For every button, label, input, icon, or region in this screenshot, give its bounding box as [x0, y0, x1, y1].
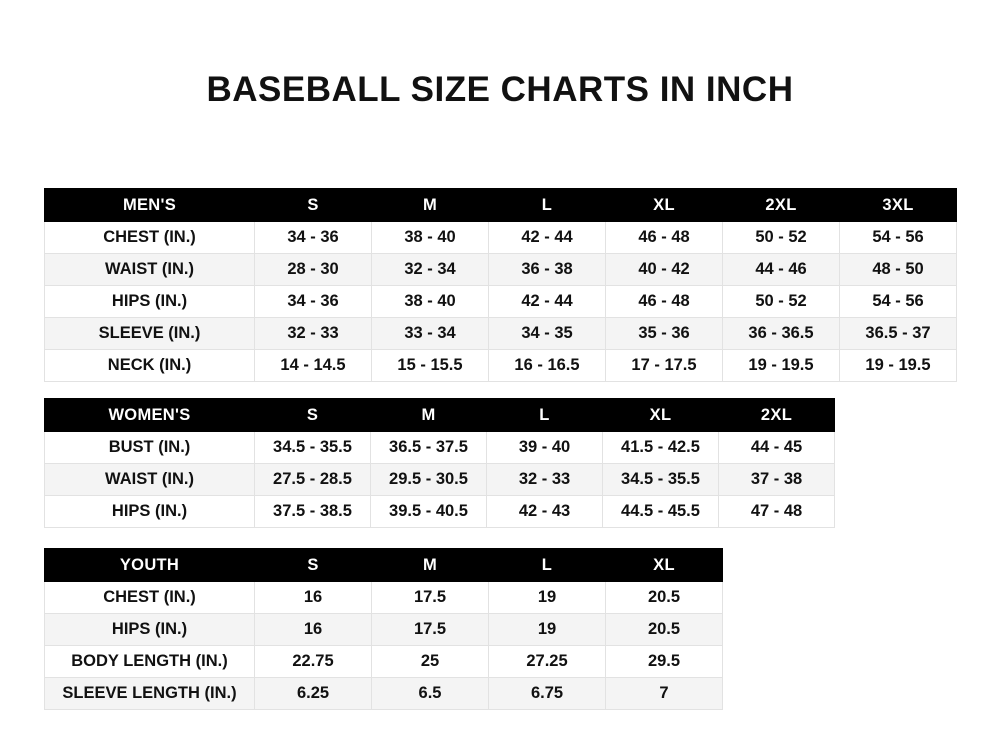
table-header-row	[45, 549, 723, 582]
table-cell: 36.5 - 37.5	[371, 432, 487, 464]
table-cell: 28 - 30	[255, 254, 372, 286]
table-cell: 38 - 40	[372, 222, 489, 254]
table-cell: 19 - 19.5	[840, 350, 957, 382]
column-header: L	[487, 399, 603, 432]
table-cell: 54 - 56	[840, 286, 957, 318]
table-cell: 34.5 - 35.5	[603, 464, 719, 496]
table-cell: 20.5	[606, 582, 723, 614]
table-cell: 36 - 36.5	[723, 318, 840, 350]
table-header-row	[45, 189, 957, 222]
table-cell: 16	[255, 582, 372, 614]
table-cell: 39.5 - 40.5	[371, 496, 487, 528]
table-cell: 50 - 52	[723, 222, 840, 254]
table-cell: 36 - 38	[489, 254, 606, 286]
row-label: WAIST (IN.)	[45, 464, 255, 496]
table-cell: 44 - 45	[719, 432, 835, 464]
column-header: S	[255, 399, 371, 432]
row-label: CHEST (IN.)	[45, 582, 255, 614]
table-cell: 41.5 - 42.5	[603, 432, 719, 464]
table-cell: 44.5 - 45.5	[603, 496, 719, 528]
table-cell: 40 - 42	[606, 254, 723, 286]
table-cell: 42 - 44	[489, 286, 606, 318]
womens-table-head	[45, 399, 835, 432]
column-header: YOUTH	[45, 549, 255, 582]
table-cell: 46 - 48	[606, 286, 723, 318]
table-cell: 50 - 52	[723, 286, 840, 318]
row-label: BUST (IN.)	[45, 432, 255, 464]
table-cell: 15 - 15.5	[372, 350, 489, 382]
table-row	[45, 222, 957, 254]
table-cell: 29.5	[606, 646, 723, 678]
mens-table-head	[45, 189, 957, 222]
row-label: HIPS (IN.)	[45, 614, 255, 646]
table-row	[45, 254, 957, 286]
youth-table-body	[45, 582, 723, 710]
column-header: M	[371, 399, 487, 432]
column-header: XL	[606, 549, 723, 582]
table-row	[45, 318, 957, 350]
table-header-row	[45, 399, 835, 432]
table-cell: 32 - 33	[487, 464, 603, 496]
row-label: WAIST (IN.)	[45, 254, 255, 286]
table-cell: 37.5 - 38.5	[255, 496, 371, 528]
table-cell: 34 - 35	[489, 318, 606, 350]
table-cell: 6.5	[372, 678, 489, 710]
table-cell: 17.5	[372, 614, 489, 646]
column-header: 3XL	[840, 189, 957, 222]
table-cell: 17 - 17.5	[606, 350, 723, 382]
column-header: M	[372, 189, 489, 222]
table-cell: 32 - 34	[372, 254, 489, 286]
table-cell: 42 - 43	[487, 496, 603, 528]
table-cell: 32 - 33	[255, 318, 372, 350]
table-cell: 19	[489, 614, 606, 646]
table-cell: 34.5 - 35.5	[255, 432, 371, 464]
column-header: S	[255, 189, 372, 222]
table-cell: 20.5	[606, 614, 723, 646]
column-header: 2XL	[723, 189, 840, 222]
row-label: HIPS (IN.)	[45, 286, 255, 318]
table-cell: 54 - 56	[840, 222, 957, 254]
table-cell: 44 - 46	[723, 254, 840, 286]
table-cell: 48 - 50	[840, 254, 957, 286]
table-cell: 16 - 16.5	[489, 350, 606, 382]
column-header: 2XL	[719, 399, 835, 432]
table-row	[45, 582, 723, 614]
table-cell: 19 - 19.5	[723, 350, 840, 382]
column-header: L	[489, 189, 606, 222]
table-cell: 17.5	[372, 582, 489, 614]
table-cell: 27.5 - 28.5	[255, 464, 371, 496]
table-row	[45, 678, 723, 710]
column-header: M	[372, 549, 489, 582]
womens-size-table	[44, 398, 835, 528]
row-label: SLEEVE (IN.)	[45, 318, 255, 350]
table-row	[45, 432, 835, 464]
column-header: XL	[603, 399, 719, 432]
table-row	[45, 350, 957, 382]
table-cell: 38 - 40	[372, 286, 489, 318]
youth-table-head	[45, 549, 723, 582]
table-cell: 14 - 14.5	[255, 350, 372, 382]
youth-size-table	[44, 548, 723, 710]
column-header: WOMEN'S	[45, 399, 255, 432]
womens-table-body	[45, 432, 835, 528]
table-cell: 25	[372, 646, 489, 678]
table-row	[45, 464, 835, 496]
table-row	[45, 646, 723, 678]
table-cell: 34 - 36	[255, 286, 372, 318]
table-cell: 7	[606, 678, 723, 710]
table-cell: 16	[255, 614, 372, 646]
table-cell: 6.25	[255, 678, 372, 710]
table-row	[45, 496, 835, 528]
table-cell: 6.75	[489, 678, 606, 710]
table-row	[45, 286, 957, 318]
table-cell: 34 - 36	[255, 222, 372, 254]
table-cell: 33 - 34	[372, 318, 489, 350]
table-cell: 36.5 - 37	[840, 318, 957, 350]
table-cell: 29.5 - 30.5	[371, 464, 487, 496]
table-cell: 37 - 38	[719, 464, 835, 496]
column-header: XL	[606, 189, 723, 222]
column-header: MEN'S	[45, 189, 255, 222]
row-label: BODY LENGTH (IN.)	[45, 646, 255, 678]
table-cell: 35 - 36	[606, 318, 723, 350]
table-cell: 27.25	[489, 646, 606, 678]
table-cell: 47 - 48	[719, 496, 835, 528]
table-cell: 39 - 40	[487, 432, 603, 464]
row-label: CHEST (IN.)	[45, 222, 255, 254]
table-cell: 42 - 44	[489, 222, 606, 254]
row-label: SLEEVE LENGTH (IN.)	[45, 678, 255, 710]
column-header: L	[489, 549, 606, 582]
row-label: HIPS (IN.)	[45, 496, 255, 528]
column-header: S	[255, 549, 372, 582]
row-label: NECK (IN.)	[45, 350, 255, 382]
table-row	[45, 614, 723, 646]
mens-table-body	[45, 222, 957, 382]
table-cell: 19	[489, 582, 606, 614]
mens-size-table	[44, 188, 957, 382]
table-cell: 46 - 48	[606, 222, 723, 254]
table-cell: 22.75	[255, 646, 372, 678]
page-title: BASEBALL SIZE CHARTS IN INCH	[206, 70, 794, 109]
